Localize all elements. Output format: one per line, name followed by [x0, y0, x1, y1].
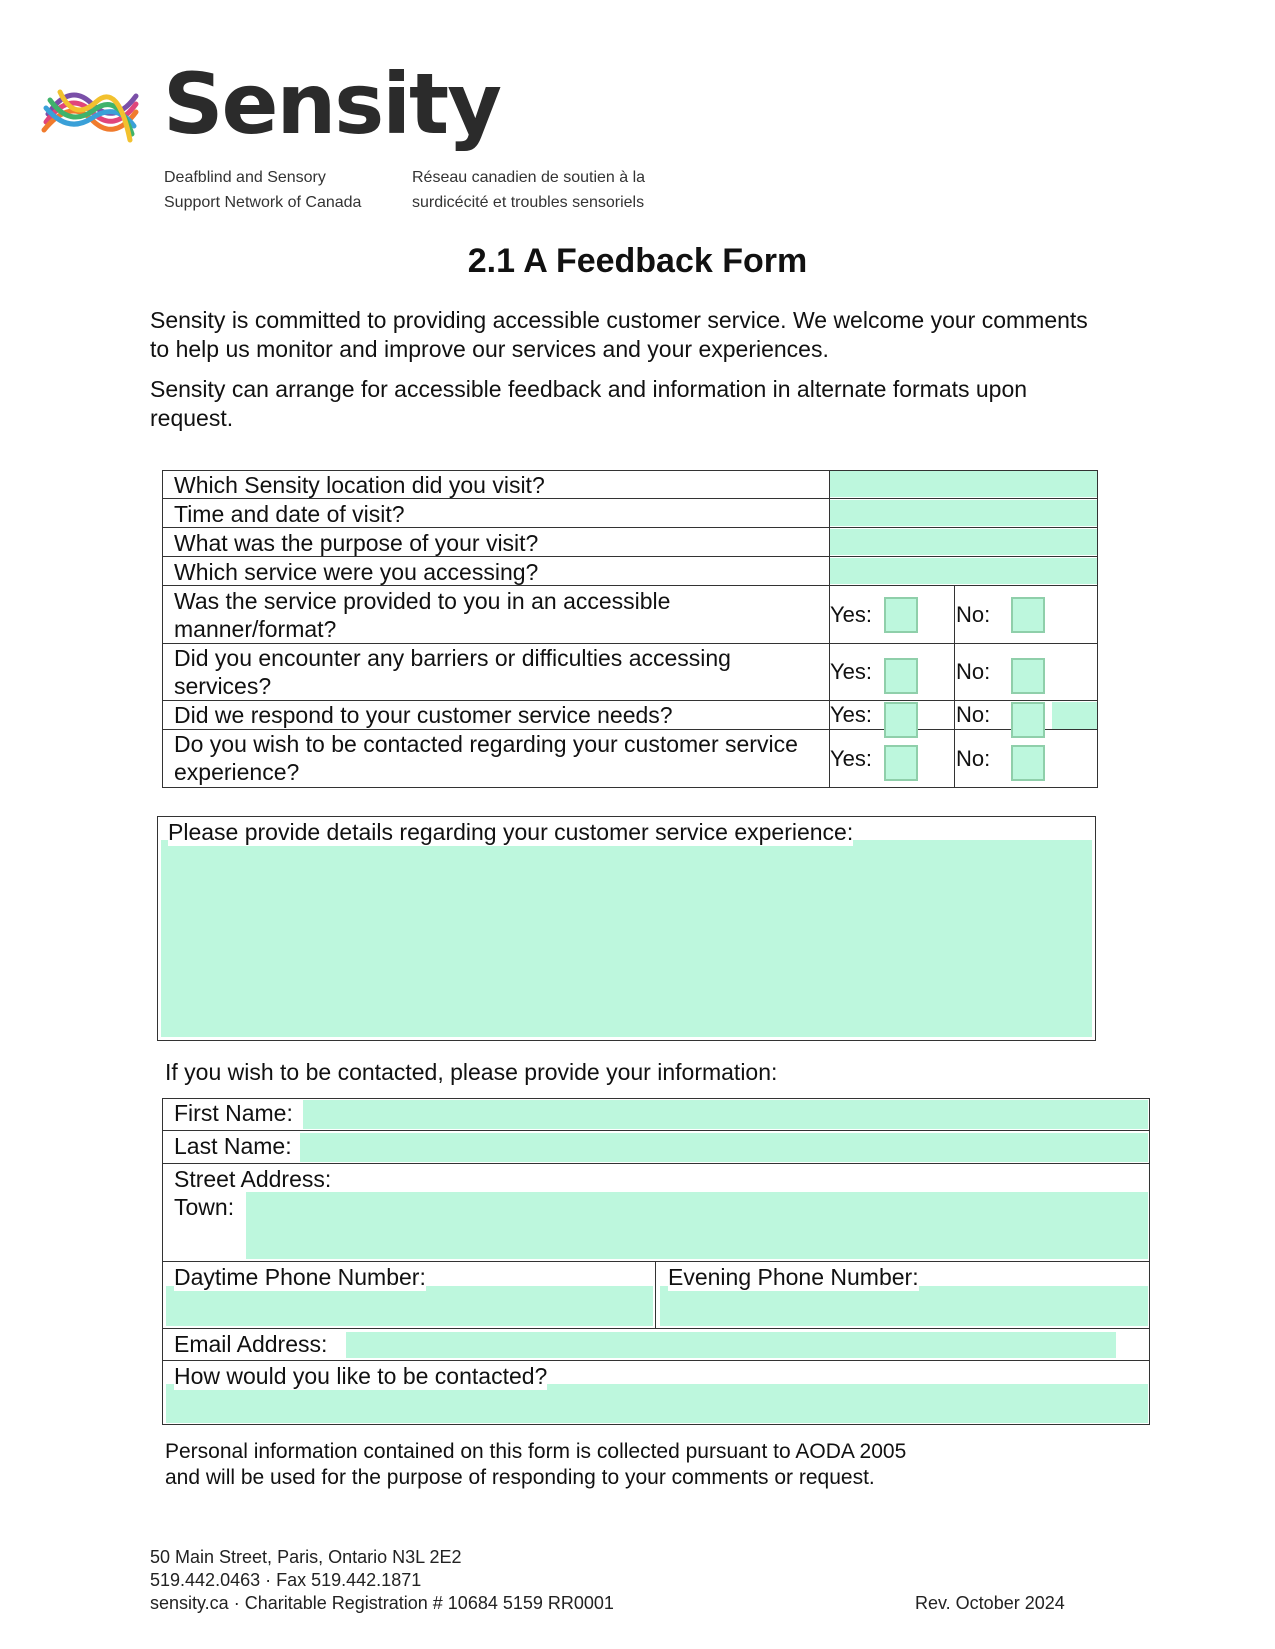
q6-yes-label: Yes:	[830, 659, 873, 684]
tagline-en-line2: Support Network of Canada	[164, 194, 362, 211]
evening-phone-label: Evening Phone Number:	[668, 1264, 919, 1290]
details-textarea[interactable]	[161, 840, 1092, 1037]
visit-date-field[interactable]	[829, 500, 1097, 526]
last-name-field[interactable]	[300, 1133, 1148, 1162]
privacy-line-2: and will be used for the purpose of responding to your comments or request.	[165, 1466, 875, 1489]
footer-web: sensity.ca · Charitable Registration # 10684 5159 RR0001	[150, 1593, 614, 1613]
q7-yes-checkbox[interactable]	[884, 702, 918, 738]
purpose-field[interactable]	[829, 529, 1097, 555]
q7-no-checkbox[interactable]	[1011, 702, 1045, 738]
question-location: Which Sensity location did you visit?	[174, 472, 545, 498]
footer-address: 50 Main Street, Paris, Ontario N3L 2E2	[150, 1547, 462, 1567]
contact-method-label: How would you like to be contacted?	[174, 1363, 548, 1389]
q8-yes-label: Yes:	[830, 746, 873, 771]
extra-field-q7[interactable]	[1052, 702, 1097, 730]
question-accessible: Was the service provided to you in an accessible manner/format?	[174, 588, 671, 642]
location-field[interactable]	[829, 471, 1097, 497]
first-name-field[interactable]	[303, 1100, 1148, 1129]
first-name-label: First Name:	[174, 1100, 293, 1126]
q8-no-checkbox[interactable]	[1011, 745, 1045, 781]
q5-yes-checkbox[interactable]	[884, 597, 918, 633]
q5-yes-label: Yes:	[830, 602, 873, 627]
q7-no-label: No:	[956, 702, 991, 727]
evening-phone-field[interactable]	[660, 1286, 1148, 1326]
question-date: Time and date of visit?	[174, 501, 405, 527]
sensity-logo-icon	[40, 74, 140, 144]
intro-paragraph-2: Sensity can arrange for accessible feedback and information in alternate formats upon request.	[150, 376, 1028, 431]
question-responded: Did we respond to your customer service needs?	[174, 702, 673, 728]
question-wish-contact: Do you wish to be contacted regarding your customer service experience?	[174, 731, 798, 785]
last-name-label: Last Name:	[174, 1133, 292, 1159]
q6-yes-checkbox[interactable]	[884, 658, 918, 694]
email-field[interactable]	[346, 1332, 1116, 1358]
brand-name: Sensity	[163, 55, 500, 153]
street-address-label: Street Address:	[174, 1166, 332, 1192]
footer-phone: 519.442.0463 · Fax 519.442.1871	[150, 1570, 422, 1590]
privacy-notice	[165, 1439, 906, 1491]
daytime-phone-label: Daytime Phone Number:	[174, 1264, 426, 1290]
service-field[interactable]	[829, 558, 1097, 584]
question-service: Which service were you accessing?	[174, 559, 539, 585]
tagline-fr-line1: Réseau canadien de soutien à la	[412, 169, 646, 186]
tagline-french	[412, 165, 645, 215]
q5-no-checkbox[interactable]	[1011, 597, 1045, 633]
q8-no-label: No:	[956, 746, 991, 771]
tagline-en-line1: Deafblind and Sensory	[164, 169, 326, 186]
q5-no-label: No:	[956, 602, 991, 627]
question-barriers: Did you encounter any barriers or difficulties accessing services?	[174, 645, 731, 699]
q6-no-label: No:	[956, 659, 991, 684]
page-title: 2.1 A Feedback Form	[467, 242, 808, 280]
tagline-fr-line2: surdicécité et troubles sensoriels	[412, 194, 645, 211]
contact-intro: If you wish to be contacted, please provide your information:	[165, 1059, 778, 1085]
email-label: Email Address:	[174, 1331, 328, 1357]
tagline-english	[164, 165, 361, 215]
q8-yes-checkbox[interactable]	[884, 745, 918, 781]
q7-yes-label: Yes:	[830, 702, 873, 727]
details-label: Please provide details regarding your customer service experience:	[168, 819, 854, 845]
privacy-line-1: Personal information contained on this form is collected pursuant to AODA 2005	[165, 1440, 907, 1463]
daytime-phone-field[interactable]	[166, 1286, 653, 1326]
question-purpose: What was the purpose of your visit?	[174, 530, 539, 556]
q6-no-checkbox[interactable]	[1011, 658, 1045, 694]
revision-date: Rev. October 2024	[915, 1593, 1065, 1613]
intro-paragraph-1: Sensity is committed to providing accessible customer service. We welcome your comments to help us monitor and improve our services and your experiences.	[150, 307, 1088, 362]
town-label: Town:	[174, 1194, 235, 1220]
address-field[interactable]	[246, 1192, 1148, 1259]
